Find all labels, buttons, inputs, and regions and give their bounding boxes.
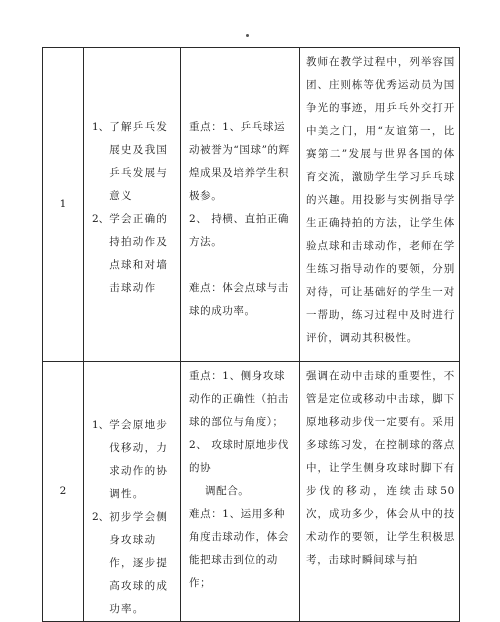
goal-text: 学会正确的持拍动作及点球和对墙击球动作 — [109, 213, 169, 294]
goal-text: 了解乒乓发展史及我国乒乓发展与意义 — [109, 121, 169, 202]
teaching-method-text: 教师在教学过程中，列举容国团、庄则栋等优秀运动员为国争光的事迹，用乒乓外交打开中美之门，用“友谊第一，比赛第二”发展与世界各国的体育交流，激励学生学习乒乓球的兴趣。用投影与实例指导学生正确持拍的方法，让学生体验点球和击球动作，老师在学生练习指导动作的要领，分别对待，可让基础好的学生一对一帮助，练习过程中及时进行评价，调动其积极性。 — [306, 56, 455, 344]
table-row — [43, 48, 460, 362]
teaching-method-text: 强调在动中击球的重要性，不管是定位或移动中击球，脚下原地移动步伐一定要有。采用多球练习发，在控制球的落点中，让学生侧身攻球时脚下有步伐的移动，连续击球50次，成功多少，体会从中的技术动作的要领，让学生积极思考，击球时瞬间球与拍 — [306, 370, 455, 566]
goal-index: 2、 — [92, 213, 110, 225]
teaching-method-cell — [300, 362, 460, 622]
key-point-line: 重点：1、乒乓球运动被誉为“国球”的辉煌成果及培养学生积极参。 — [189, 121, 290, 202]
goal-index: 2、 — [92, 511, 110, 523]
table-row — [43, 362, 460, 622]
goals-cell — [84, 48, 181, 362]
goal-item — [92, 116, 174, 208]
key-point-line: 调配合。 — [205, 485, 250, 497]
goal-item — [92, 208, 174, 300]
key-point-line: 难点：1、运用多种角度击球动作，体会能把球击到位的动作； — [189, 508, 289, 589]
key-points-cell — [181, 48, 300, 362]
goal-item — [92, 506, 174, 621]
goal-text: 学会原地步伐移动，力求动作的协调性。 — [109, 419, 169, 500]
key-point-spacer — [189, 254, 293, 277]
lesson-number: 1 — [59, 198, 67, 210]
header-dot-mark — [246, 34, 249, 37]
lesson-number-cell — [43, 48, 84, 362]
key-point-line: 2、 攻球时原地步伐的协 — [189, 439, 290, 474]
key-point-line: 重点：1、侧身攻球动作的正确性（拍击球的部位与角度）； — [189, 370, 289, 428]
key-point-line: 难点：体会点球与击球的成功率。 — [189, 282, 289, 317]
lesson-plan-table — [42, 47, 460, 622]
goal-index: 1、 — [92, 121, 110, 133]
goal-text: 初步学会侧身攻球动作，逐步提高攻球的成功率。 — [109, 511, 169, 615]
goals-cell — [84, 362, 181, 622]
key-point-line: 2、 持横、直拍正确方法。 — [189, 213, 290, 248]
lesson-number: 2 — [59, 485, 67, 497]
teaching-method-cell — [300, 48, 460, 362]
goal-item — [92, 414, 174, 506]
key-points-cell — [181, 362, 300, 622]
goal-index: 1、 — [92, 419, 110, 431]
lesson-number-cell — [43, 362, 84, 622]
